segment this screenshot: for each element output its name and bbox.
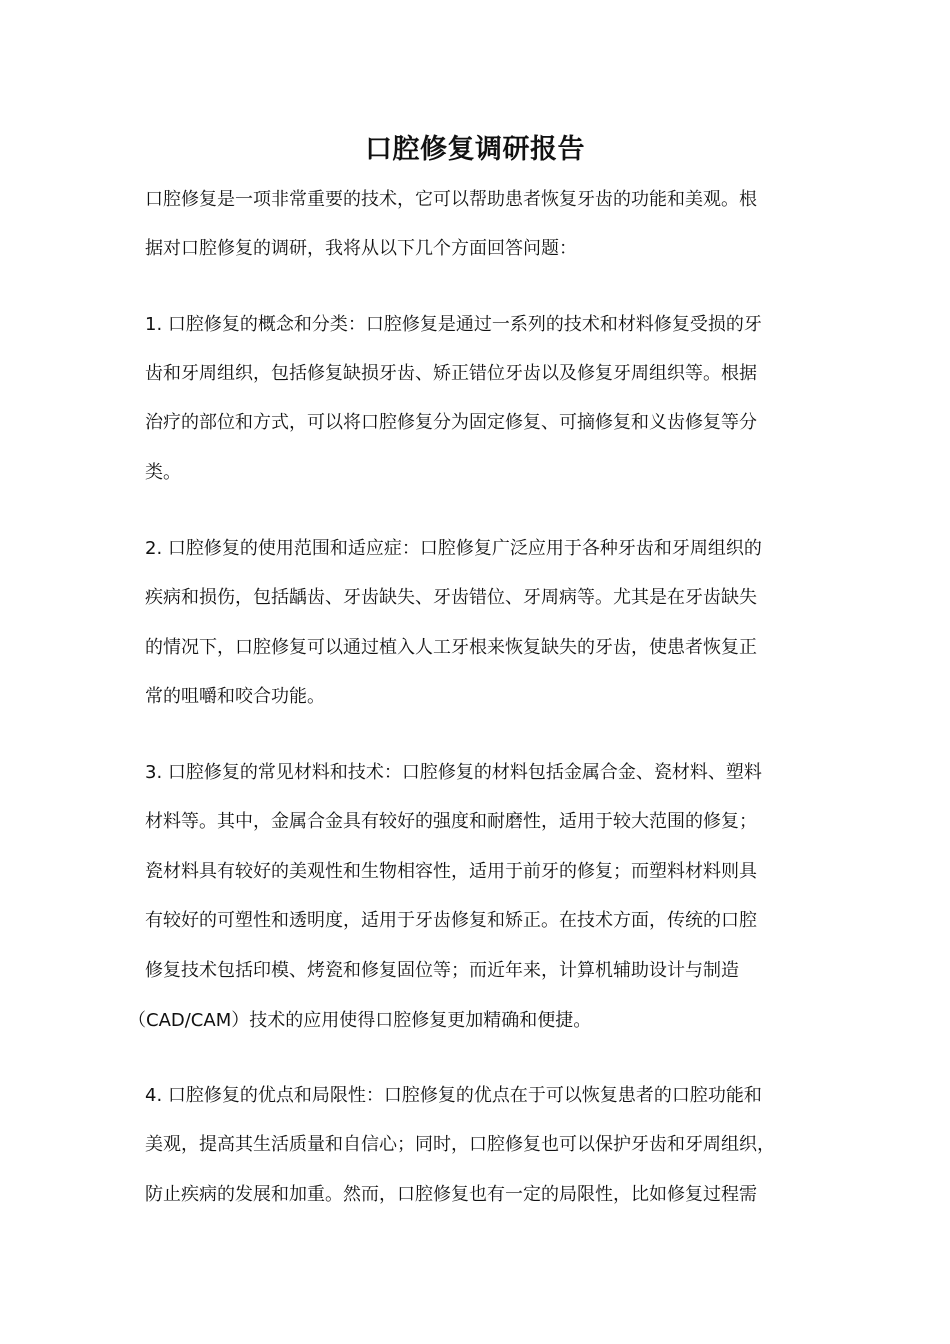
section-2-line-1: 2. 口腔修复的使用范围和适应症：口腔修复广泛应用于各种牙齿和牙周组织的 (145, 538, 762, 559)
section-3-line-4: 有较好的可塑性和透明度，适用于牙齿修复和矫正。在技术方面，传统的口腔 (145, 910, 757, 931)
document-title: 口腔修复调研报告 (365, 134, 585, 165)
section-1-line-3: 治疗的部位和方式，可以将口腔修复分为固定修复、可摘修复和义齿修复等分 (145, 412, 757, 433)
section-1-line-2: 齿和牙周组织，包括修复缺损牙齿、矫正错位牙齿以及修复牙周组织等。根据 (145, 363, 757, 384)
section-3-line-3: 瓷材料具有较好的美观性和生物相容性，适用于前牙的修复；而塑料材料则具 (145, 861, 757, 882)
section-3-line-5: 修复技术包括印模、烤瓷和修复固位等；而近年来，计算机辅助设计与制造 (145, 960, 739, 981)
section-2-line-3: 的情况下，口腔修复可以通过植入人工牙根来恢复缺失的牙齿，使患者恢复正 (145, 637, 757, 658)
intro-line-2: 据对口腔修复的调研，我将从以下几个方面回答问题： (145, 238, 577, 259)
intro-line-1: 口腔修复是一项非常重要的技术，它可以帮助患者恢复牙齿的功能和美观。根 (145, 189, 757, 210)
section-2-line-2: 疾病和损伤，包括龋齿、牙齿缺失、牙齿错位、牙周病等。尤其是在牙齿缺失 (145, 587, 757, 608)
section-4-line-1: 4. 口腔修复的优点和局限性：口腔修复的优点在于可以恢复患者的口腔功能和 (145, 1085, 762, 1106)
section-2-line-4: 常的咀嚼和咬合功能。 (145, 686, 325, 707)
section-3-line-2: 材料等。其中，金属合金具有较好的强度和耐磨性，适用于较大范围的修复； (145, 811, 757, 832)
section-1-line-4: 类。 (145, 462, 181, 483)
section-3-line-1: 3. 口腔修复的常见材料和技术：口腔修复的材料包括金属合金、瓷材料、塑料 (145, 762, 762, 783)
section-1-line-1: 1. 口腔修复的概念和分类：口腔修复是通过一系列的技术和材料修复受损的牙 (145, 314, 762, 335)
section-4-line-3: 防止疾病的发展和加重。然而，口腔修复也有一定的局限性，比如修复过程需 (145, 1184, 757, 1205)
section-3-line-6: （CAD/CAM）技术的应用使得口腔修复更加精确和便捷。 (128, 1010, 592, 1031)
section-4-line-2: 美观，提高其生活质量和自信心；同时，口腔修复也可以保护牙齿和牙周组织， (145, 1134, 775, 1155)
